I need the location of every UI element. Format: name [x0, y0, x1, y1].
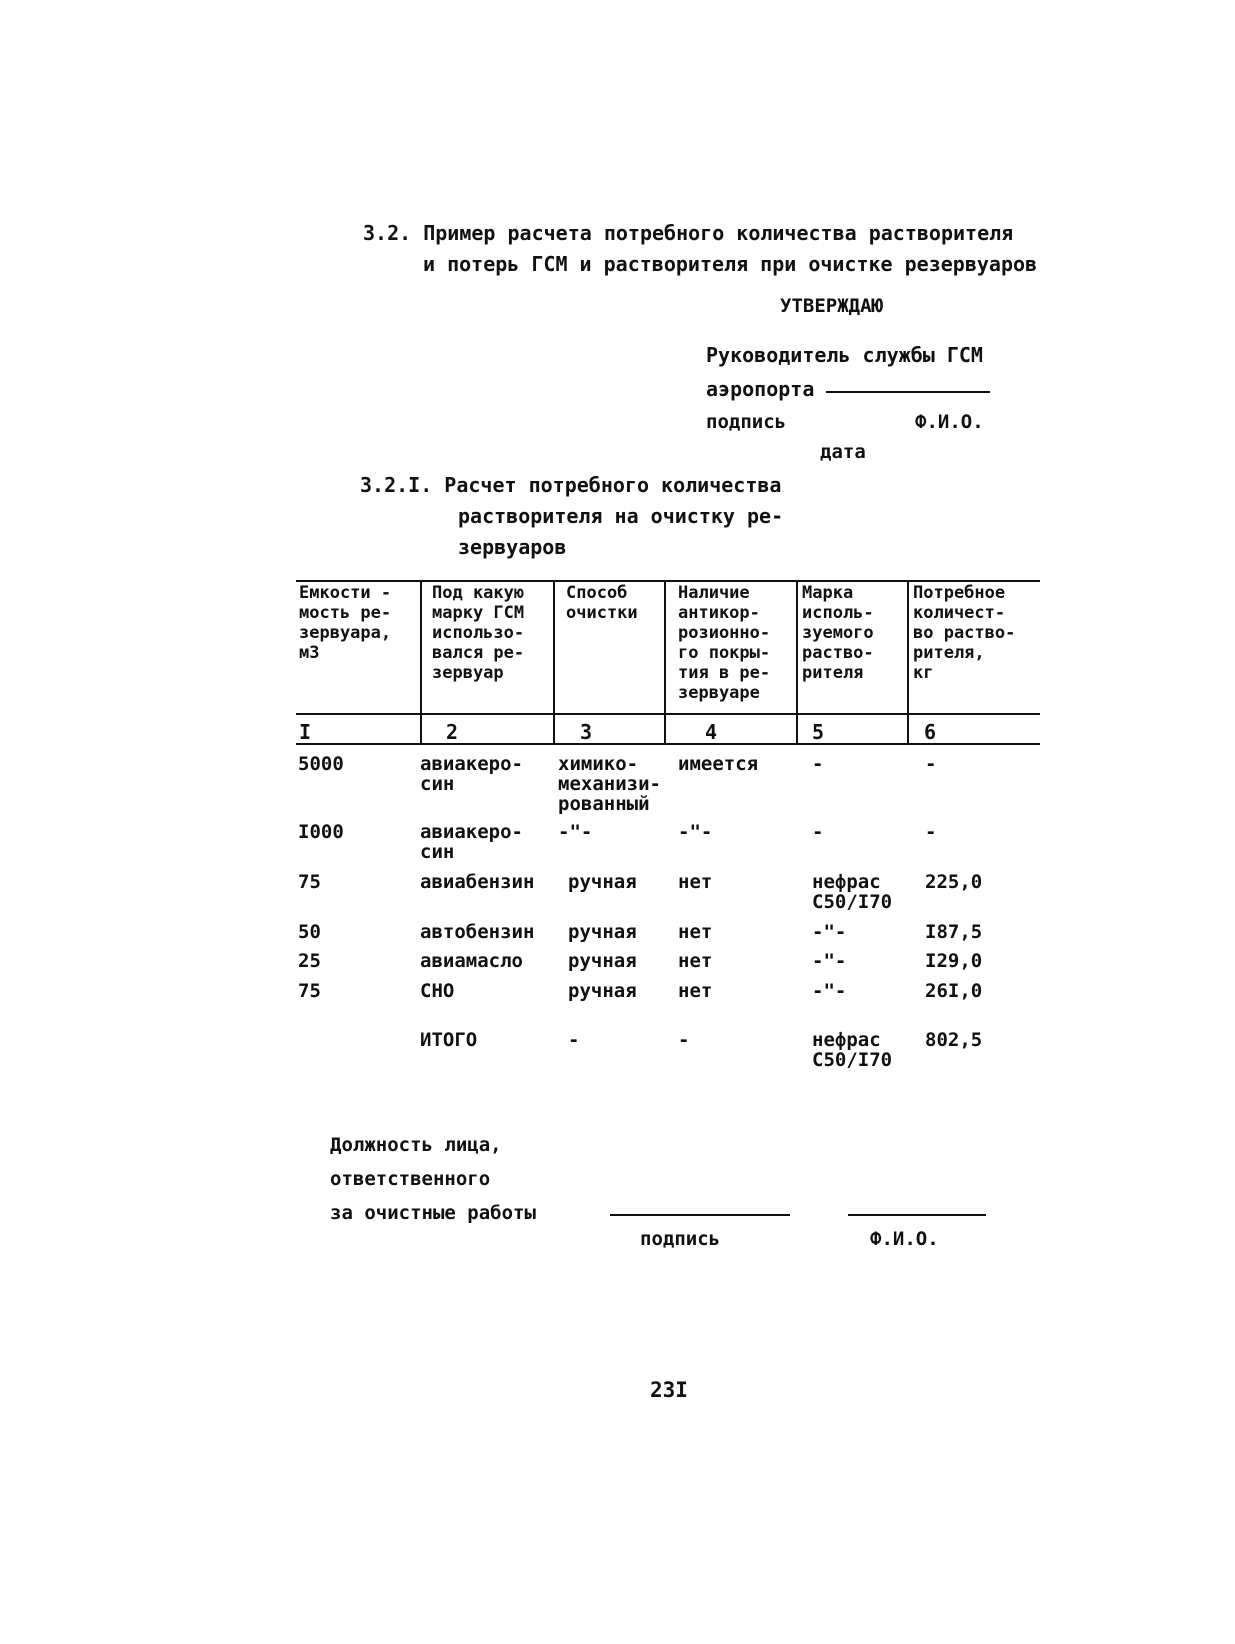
cell-amount: 26I,0 [925, 980, 983, 1002]
cell-method: ручная [568, 950, 637, 972]
cell-fuel: авиакеро- син [420, 821, 523, 863]
cell-fuel: СНО [420, 980, 455, 1002]
cell-coating: нет [678, 950, 713, 972]
header-capacity: Емкости - мость ре- зервуара, м3 [299, 583, 392, 663]
cell-coating: -"- [678, 821, 713, 843]
cell-amount: 225,0 [925, 871, 983, 893]
cell-amount: - [925, 753, 937, 775]
responsible-fio-label: Ф.И.О. [870, 1228, 939, 1250]
column-number: 5 [812, 720, 825, 744]
header-coating: Наличие антикор- розионно- го покры- тия в ре- зервуаре [678, 583, 771, 703]
cell-method: химико- механизи- рованный [558, 753, 661, 815]
cell-solvent: - [812, 753, 824, 775]
approval-date-label: дата [820, 441, 866, 463]
cell-coating: нет [678, 921, 713, 943]
approver-role-line-1: Руководитель службы ГСМ [706, 343, 983, 367]
cell-method: -"- [558, 821, 593, 843]
subsection-title [360, 470, 783, 563]
cell-fuel: авиабензин [420, 871, 535, 893]
column-number: 2 [446, 720, 459, 744]
responsible-line-3: за очистные работы [330, 1202, 536, 1224]
responsible-signature-line [610, 1214, 790, 1216]
header-cleaning-method: Способ очистки [566, 583, 638, 623]
cell-solvent: -"- [812, 950, 847, 972]
cell-amount: - [925, 821, 937, 843]
approval-heading: УТВЕРЖДАЮ [780, 295, 883, 317]
subsection-title-line-3: зервуаров [458, 535, 567, 559]
table-column-divider [907, 582, 909, 745]
cell-method: ручная [568, 921, 637, 943]
cell-solvent: -"- [812, 921, 847, 943]
cell-coating: нет [678, 980, 713, 1002]
page-number: 23I [650, 1378, 688, 1402]
responsible-fio-line [848, 1214, 986, 1216]
table-column-divider [796, 582, 798, 745]
table-header-rule [296, 713, 1040, 715]
responsible-line-1: Должность лица, [330, 1134, 502, 1156]
approval-fio-label: Ф.И.О. [915, 411, 984, 433]
cell-capacity: 5000 [298, 753, 344, 775]
table-column-divider [664, 582, 666, 745]
header-fuel-grade: Под какую марку ГСМ использо- вался ре- зервуар [432, 583, 525, 683]
section-title-line-2: и потерь ГСМ и растворителя при очистке резервуаров [423, 252, 1038, 276]
table-column-divider [420, 582, 422, 745]
cell-amount: I87,5 [925, 921, 983, 943]
subsection-title-line-1: 3.2.I. Расчет потребного количества [360, 473, 782, 497]
total-coating: - [678, 1029, 690, 1051]
cell-coating: нет [678, 871, 713, 893]
header-solvent-grade: Марка исполь- зуемого раство- рителя [802, 583, 874, 683]
header-solvent-amount: Потребное количест- во раство- рителя, кг [913, 583, 1016, 683]
cell-coating: имеется [678, 753, 759, 775]
total-solvent: нефрас С50/I70 [812, 1029, 893, 1071]
column-number: I [299, 720, 312, 744]
approval-signature-label: подпись [706, 411, 787, 433]
total-label: ИТОГО [420, 1029, 478, 1051]
section-title-line-1: 3.2. Пример расчета потребного количества растворителя [363, 221, 1014, 245]
cell-solvent: нефрас С50/I70 [812, 871, 893, 913]
cell-method: ручная [568, 980, 637, 1002]
cell-capacity: 75 [298, 871, 321, 893]
total-amount: 802,5 [925, 1029, 983, 1051]
column-number: 3 [580, 720, 593, 744]
table-top-rule [296, 580, 1040, 582]
approver-role-line-2: аэропорта [706, 377, 815, 401]
section-title [363, 218, 1037, 280]
cell-solvent: -"- [812, 980, 847, 1002]
cell-solvent: - [812, 821, 824, 843]
cell-capacity: 25 [298, 950, 321, 972]
cell-fuel: автобензин [420, 921, 535, 943]
subsection-title-line-2: растворителя на очистку ре- [458, 504, 784, 528]
total-method: - [568, 1029, 580, 1051]
responsible-person [330, 1128, 536, 1230]
responsible-line-2: ответственного [330, 1168, 491, 1190]
column-number: 4 [705, 720, 718, 744]
cell-method: ручная [568, 871, 637, 893]
approver-role [706, 338, 983, 406]
cell-fuel: авиакеро- син [420, 753, 523, 795]
cell-fuel: авиамасло [420, 950, 523, 972]
cell-capacity: 75 [298, 980, 321, 1002]
responsible-signature-label: подпись [640, 1228, 721, 1250]
cell-amount: I29,0 [925, 950, 983, 972]
cell-capacity: I000 [298, 821, 344, 843]
cell-capacity: 50 [298, 921, 321, 943]
approver-signature-line [826, 391, 990, 393]
column-number: 6 [924, 720, 937, 744]
table-column-divider [553, 582, 555, 745]
